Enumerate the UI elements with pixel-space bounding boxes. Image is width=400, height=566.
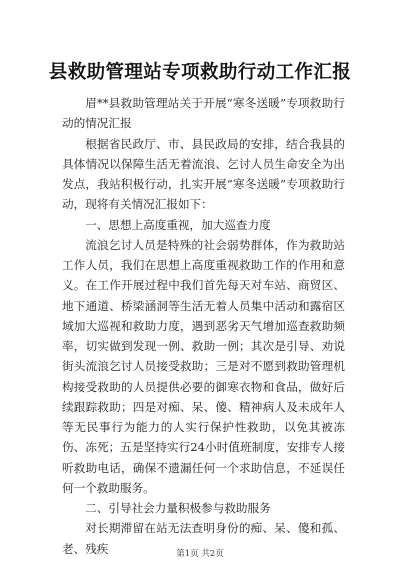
paragraph-intro: 根据省民政厅、市、县民政局的安排，结合我县的具体情况以保障生活无着流浪、乞讨人员生命安全为出发点，我站积极行动，扎实开展“寒冬送暖”专项救助行动，现将有关情况汇报如下： xyxy=(62,136,345,212)
page-footer: 第1页 共2页 xyxy=(176,549,224,559)
section-heading-2: 二、引导社会力量积极参与救助服务 xyxy=(85,501,271,515)
document-body xyxy=(62,93,345,559)
paragraph-heading-note: 眉**县救助管理站关于开展“寒冬送暖”专项救助行动的情况汇报 xyxy=(62,96,345,131)
section-heading-1: 一、思想上高度重视，加大巡查力度 xyxy=(85,217,271,232)
paragraph-section-1: 流浪乞讨人员是特殊的社会弱势群体，作为救助站工作人员，我们在思想上高度重视救助工作的作用和意义。在工作开展过程中我们首先每天对车站、商贸区、地下通道、桥梁涵洞等生活无着人员集中活动和露宿区域加大巡视和救助力度，遇到恶劣天气增加巡查救助频率，切实做到发现一例、救助一例；其次是引导、劝说街头流浪乞讨人员接受救助；三是对不愿到救助管理机构接受救助的人员提供必要的御寒衣物和食品，做好后续跟踪救助；四是对痴、呆、傻、精神病人及未成年人等无民事行为能力的人实行保护性救助，以免其被冻伤、冻死；五是坚持实行24小时值班制度，安排专人接听救助电话，确保不遗漏任何一个求助信息，不延误任何一个救助服务。 xyxy=(62,237,345,495)
document-title: 县救助管理站专项救助行动工作汇报 xyxy=(48,62,352,83)
paragraph-section-2: 对长期滞留在站无法查明身份的痴、呆、傻和孤、老、残疾 xyxy=(62,521,345,556)
